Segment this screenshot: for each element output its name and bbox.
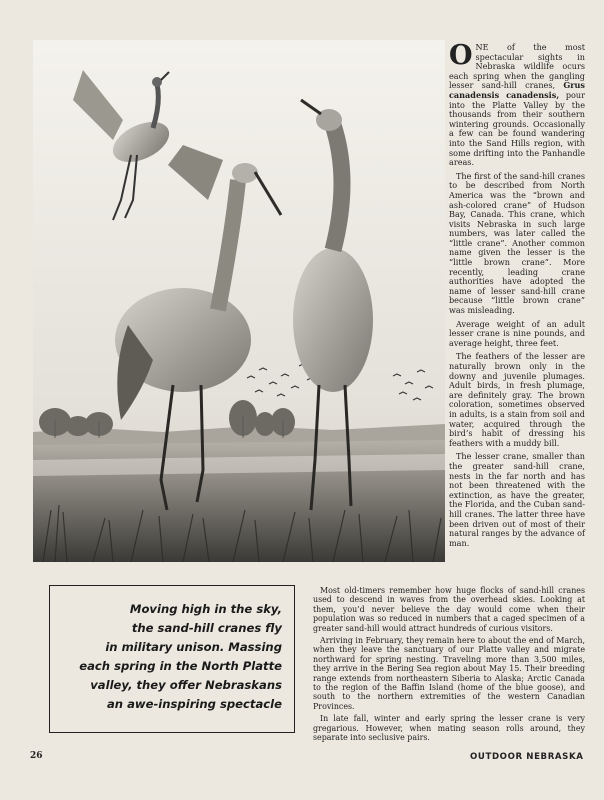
article-paragraph: The first of the sand-hill cranes to be described from North America was the “brown and ash-colored crane” of Hudson Bay, Canada. This crane, which visits Nebraska in such large numbers, was later called the “little crane”. Another common name given the lesser is the “little brown crane”. More recently, leading crane authorities have adopted the name of lesser sand-hill crane because “little brown crane” was misleading. — [449, 170, 585, 316]
caption-line: an awe-inspiring spectacle — [106, 697, 282, 711]
magazine-title: OUTDOOR NEBRASKA — [470, 752, 584, 762]
article-column-lower — [313, 586, 585, 746]
caption-line: each spring in the North Platte — [79, 659, 282, 673]
caption-line: valley, they offer Nebraskans — [90, 678, 282, 692]
page-number: 26 — [30, 751, 43, 761]
article-paragraph: Most old-timers remember how huge flocks of sand-hill cranes used to descend in waves from the overhead skies. Looking at them, you’d never believe the day would come when their population was so reduced in numbers that a caged specimen of a greater sand-hill would attract hundreds of curious visitors. — [313, 586, 585, 633]
article-paragraph: The lesser crane, smaller than the greater sand-hill crane, nests in the far north and has not been threatened with the extinction, as have the greater, the Florida, and the Cuban sand-hill cranes. The latter three have been driven out of most of their natural ranges by the advance of man. — [449, 451, 585, 548]
article-paragraph: The feathers of the lesser are naturally brown only in the downy and juvenile plumages. Adult birds, in fresh plumage, are definitely gray. The brown coloration, sometimes observed in adults, is a stain from soil and water, acquired through the bird’s habit of dressing his feathers with a muddy bill. — [449, 351, 585, 448]
caption-line: the sand-hill cranes fly — [131, 621, 282, 635]
article-paragraph: In late fall, winter and early spring the lesser crane is very gregarious. However, when mating season rolls around, they separate into seclusive pairs. — [313, 714, 585, 743]
photo-caption-box — [49, 585, 295, 733]
paragraph-text: NE of the most spectacular sights in Nebraska wildlife ocurs each spring when the gangling lesser sand-hill cranes, — [449, 42, 585, 91]
article-paragraph: Arriving in February, they remain here to about the end of March, when they leave the sanctuary of our Platte valley and migrate northward for spring nesting. Traveling more than 3,500 miles, they arrive in the Bering Sea region about May 15. Their breeding range extends from northeastern Siberia to Alaska; Arctic Canada to the region of the Baffin Island (home of the blue goose), and south to the northern extremities of the western Canadian Provinces. — [313, 636, 585, 711]
article-paragraph: Average weight of an adult lesser crane is nine pounds, and average height, three feet. — [449, 318, 585, 348]
drop-cap: O — [449, 40, 473, 71]
caption-line: in military unison. Massing — [105, 640, 282, 654]
paragraph-text: pour into the Platte Valley by the thousands from their southern wintering grounds. Occasionally a few can be found wandering into the Sand Hills region, with some drifting into the Panhandle areas. — [449, 89, 585, 168]
article-column-right — [449, 40, 585, 552]
article-paragraph — [449, 40, 585, 168]
cranes-illustration — [33, 40, 445, 562]
scientific-name: Grus canadensis canadensis, — [449, 80, 585, 100]
caption-line: Moving high in the sky, — [129, 602, 282, 616]
